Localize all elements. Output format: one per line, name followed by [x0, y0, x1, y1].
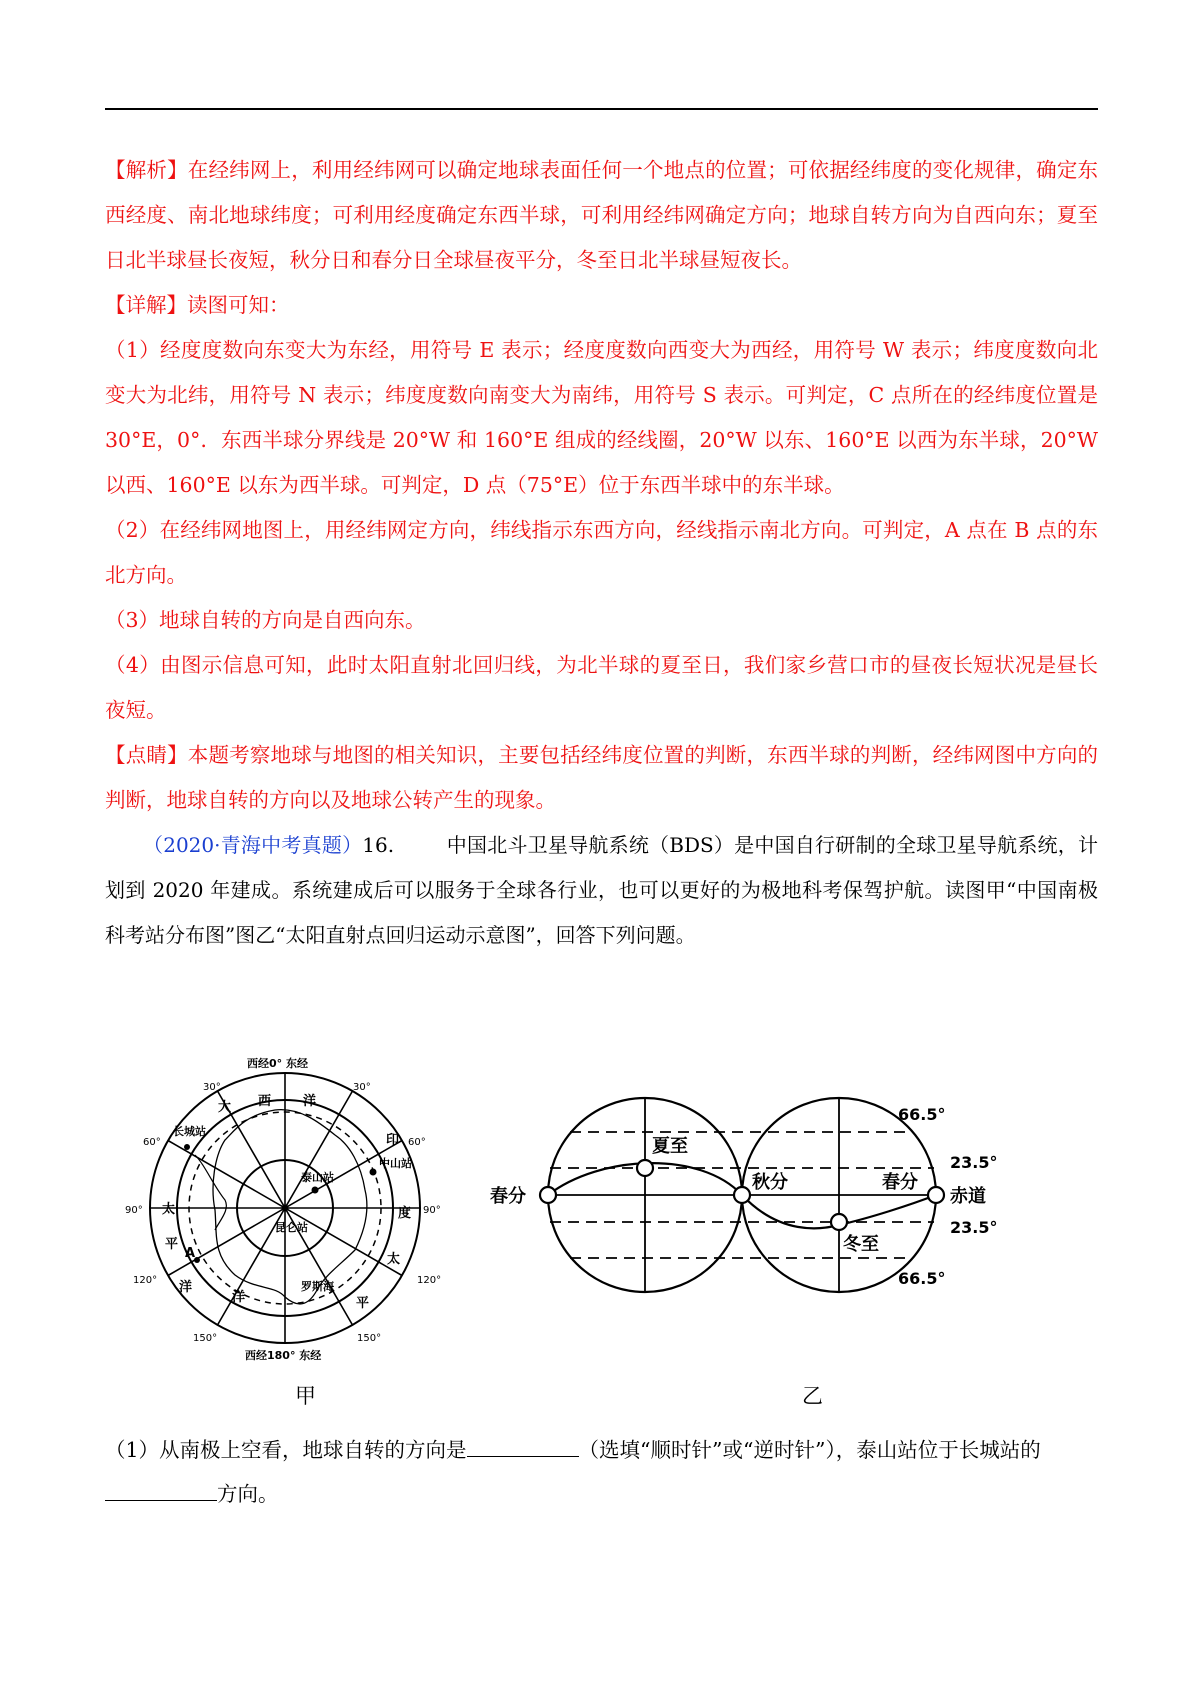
analysis-paragraph — [105, 148, 1098, 283]
ocean-char: 大 — [218, 1100, 232, 1115]
ocean-char: 太 — [387, 1252, 401, 1267]
ocean-char: 度 — [398, 1206, 412, 1221]
deg-label: 30° — [353, 1082, 371, 1093]
label-235-s: 23.5° — [950, 1218, 998, 1237]
comment-paragraph — [105, 733, 1098, 823]
solar-motion-figure — [490, 1060, 1080, 1340]
analysis-tag: 【解析】 — [105, 158, 188, 182]
deg-label: 120° — [133, 1275, 158, 1286]
label-665-n: 66.5° — [898, 1105, 946, 1124]
ross-sea-label: 罗斯海 — [301, 1280, 334, 1293]
detail-item-2: （2）在经纬网地图上，用经纬网定方向，纬线指示东西方向，经线指示南北方向。可判定，A 点在 B 点的东北方向。 — [105, 518, 1098, 587]
deg-label: 150° — [357, 1333, 382, 1344]
detail-item-4: （4）由图示信息可知，此时太阳直射北回归线，为北半球的夏至日，我们家乡营口市的昼夜长短状况是昼长夜短。 — [105, 653, 1098, 722]
answer-blank-2[interactable] — [105, 1480, 217, 1501]
south-pole-dot — [282, 1205, 289, 1212]
changcheng-station-dot — [184, 1144, 190, 1150]
peninsula-outline — [195, 1155, 226, 1230]
sub-question-1-part1: （1）从南极上空看，地球自转的方向是 — [105, 1438, 467, 1462]
detail-heading — [105, 283, 1098, 328]
ocean-char: 洋 — [232, 1290, 246, 1305]
winter-point — [831, 1214, 847, 1230]
spring-point-right — [928, 1187, 944, 1203]
deg-label: 120° — [417, 1275, 442, 1286]
ocean-char: 西 — [258, 1094, 272, 1109]
answer-blank-1[interactable] — [467, 1436, 579, 1457]
label-235-n: 23.5° — [950, 1153, 998, 1172]
antarctic-map-figure — [125, 1035, 455, 1375]
ocean-char: 洋 — [179, 1280, 193, 1295]
question-16 — [105, 823, 1098, 958]
deg-label: 150° — [193, 1333, 218, 1344]
document-body — [105, 148, 1098, 958]
label-equator: 赤道 — [950, 1186, 986, 1207]
ocean-char: 印 — [386, 1133, 400, 1148]
ocean-char: 平 — [165, 1237, 179, 1252]
comment-tag: 【点睛】 — [105, 743, 188, 767]
label-autumn: 秋分 — [752, 1172, 788, 1193]
ocean-char: 太 — [162, 1202, 176, 1217]
detail-tag: 【详解】 — [105, 293, 187, 317]
detail-intro: 读图可知： — [187, 293, 290, 317]
ocean-char: 平 — [356, 1296, 370, 1311]
zhongshan-station-dot — [370, 1169, 377, 1176]
detail-item-1: （1）经度度数向东变大为东经，用符号 E 表示；经度度数向西变大为西经，用符号 W 表示；纬度度数向北变大为北纬，用符号 N 表示；纬度度数向南变大为南纬，用符号 S 表示。可判定，C 点所在的经纬度位置是 30°E，0°．东西半球分界线是 20°W 和 160°E 组成的经线圈，20°W 以东、160°E 以西为东半球，20°W 以西、160°E 以东为西半球。可判定，D 点（75°E）位于东西半球中的东半球。 — [105, 338, 1098, 497]
point-a-label: A — [185, 1246, 196, 1261]
question-number: 16. — [362, 833, 395, 857]
figure-b-caption: 乙 — [802, 1384, 823, 1408]
map-bottom-label: 西经180° 东经 — [245, 1349, 322, 1362]
label-spring-right: 春分 — [882, 1172, 918, 1193]
deg-label: 60° — [408, 1137, 426, 1148]
comment-text: 本题考察地球与地图的相关知识，主要包括经纬度位置的判断，东西半球的判断，经纬网图中方向的判断，地球自转的方向以及地球公转产生的现象。 — [105, 743, 1099, 812]
map-top-label: 西经0° 东经 — [247, 1057, 308, 1070]
detail-item-3: （3）地球自转的方向是自西向东。 — [105, 608, 426, 632]
spring-point-left — [540, 1187, 556, 1203]
autumn-point — [734, 1187, 750, 1203]
label-spring-left: 春分 — [490, 1186, 526, 1207]
deg-label: 60° — [143, 1137, 161, 1148]
question-source: （2020·青海中考真题） — [143, 833, 363, 857]
station-changcheng: 长城站 — [173, 1125, 206, 1138]
station-taishan: 泰山站 — [301, 1171, 334, 1184]
label-665-s: 66.5° — [898, 1269, 946, 1288]
taishan-station-dot — [312, 1187, 319, 1194]
label-summer: 夏至 — [652, 1136, 688, 1157]
figures — [105, 1035, 1098, 1415]
ocean-char: 洋 — [303, 1094, 317, 1109]
deg-label: 90° — [125, 1205, 143, 1216]
question-text: 中国北斗卫星导航系统（BDS）是中国自行研制的全球卫星导航系统，计划到 2020 年建成。系统建成后可以服务于全球各行业，也可以更好的为极地科考保驾护航。读图甲“中国南极科考站分布图”图乙“太阳直射点回归运动示意图”，回答下列问题。 — [105, 833, 1098, 947]
label-winter: 冬至 — [843, 1234, 879, 1255]
station-kunlun: 昆仑站 — [275, 1221, 308, 1234]
deg-label: 30° — [203, 1082, 221, 1093]
deg-label: 90° — [423, 1205, 441, 1216]
analysis-text: 在经纬网上，利用经纬网可以确定地球表面任何一个地点的位置；可依据经纬度的变化规律，确定东西经度、南北地球纬度；可利用经度确定东西半球，可利用经纬网确定方向；地球自转方向为自西向东；夏至日北半球昼长夜短，秋分日和春分日全球昼夜平分，冬至日北半球昼短夜长。 — [105, 158, 1099, 272]
figure-a-caption: 甲 — [295, 1384, 316, 1408]
sub-question-1-part2: （选填“顺时针”或“逆时针”），泰山站位于长城站的 — [578, 1438, 1041, 1462]
header-rule — [105, 108, 1098, 110]
station-zhongshan: 中山站 — [379, 1157, 412, 1170]
summer-point — [637, 1160, 653, 1176]
sub-question-1 — [105, 1428, 1098, 1516]
sub-question-1-part3: 方向。 — [217, 1482, 279, 1506]
